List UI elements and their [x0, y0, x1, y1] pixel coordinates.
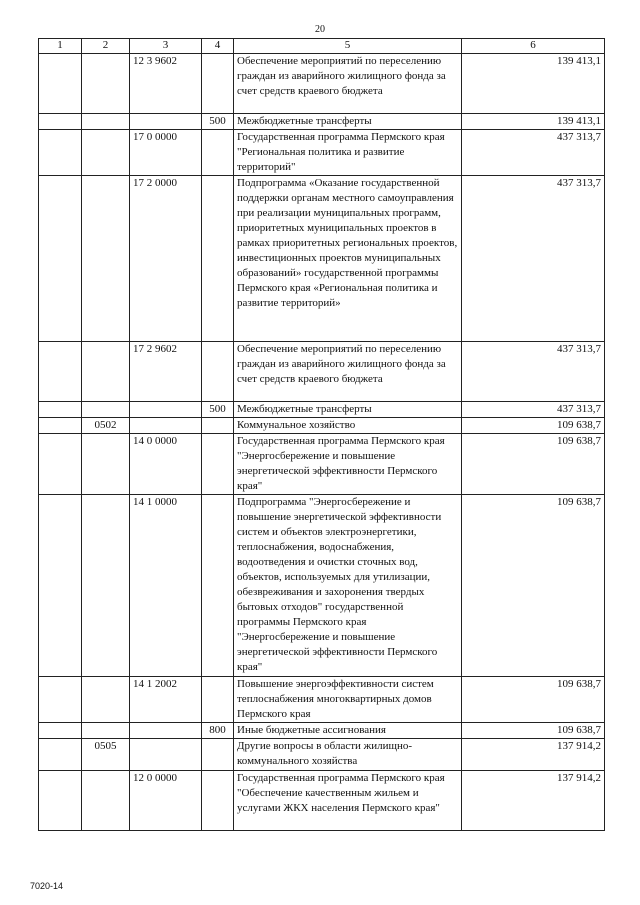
cell-expense-type: 800 — [202, 723, 234, 739]
cell-description: Коммунальное хозяйство — [234, 418, 462, 434]
cell-description: Обеспечение мероприятий по переселению граждан из аварийного жилищного фонда за счет средств краевого бюджета — [234, 342, 462, 402]
cell-subsection: 0505 — [82, 739, 130, 771]
cell-section — [39, 677, 82, 723]
page-number: 20 — [315, 24, 325, 35]
cell-amount: 437 313,7 — [462, 402, 605, 418]
header-row — [39, 39, 605, 54]
cell-amount: 437 313,7 — [462, 176, 605, 342]
cell-section — [39, 418, 82, 434]
cell-expense-type — [202, 739, 234, 771]
cell-amount: 109 638,7 — [462, 495, 605, 677]
cell-expense-type — [202, 495, 234, 677]
cell-description: Обеспечение мероприятий по переселению граждан из аварийного жилищного фонда за счет средств краевого бюджета — [234, 54, 462, 114]
cell-amount: 437 313,7 — [462, 342, 605, 402]
cell-target-code: 12 3 9602 — [130, 54, 202, 114]
cell-description: Государственная программа Пермского края "Обеспечение качественным жильем и услугами ЖКХ населения Пермского края" — [234, 771, 462, 831]
cell-subsection — [82, 402, 130, 418]
col-header-5: 5 — [234, 39, 462, 54]
cell-section — [39, 342, 82, 402]
cell-subsection — [82, 434, 130, 495]
cell-subsection — [82, 176, 130, 342]
table-row — [39, 434, 605, 495]
cell-section — [39, 434, 82, 495]
cell-section — [39, 402, 82, 418]
cell-description: Повышение энергоэффективности систем теплоснабжения многоквартирных домов Пермского края — [234, 677, 462, 723]
cell-expense-type — [202, 176, 234, 342]
cell-subsection — [82, 342, 130, 402]
cell-section — [39, 771, 82, 831]
table-row — [39, 342, 605, 402]
table-row — [39, 402, 605, 418]
cell-target-code — [130, 418, 202, 434]
cell-expense-type — [202, 771, 234, 831]
cell-amount: 109 638,7 — [462, 723, 605, 739]
cell-amount: 139 413,1 — [462, 54, 605, 114]
cell-section — [39, 130, 82, 176]
cell-expense-type — [202, 54, 234, 114]
col-header-6: 6 — [462, 39, 605, 54]
cell-subsection: 0502 — [82, 418, 130, 434]
cell-target-code: 12 0 0000 — [130, 771, 202, 831]
cell-section — [39, 723, 82, 739]
cell-target-code — [130, 739, 202, 771]
table-row — [39, 176, 605, 342]
cell-subsection — [82, 130, 130, 176]
cell-target-code: 14 1 2002 — [130, 677, 202, 723]
cell-description: Подпрограмма «Оказание государственной поддержки органам местного самоуправления при реализации муниципальных программ, приоритетных муниципальных проектов в рамках приоритетных региональных проектов, инвестиционных проектов муниципальных образований» государственной программы Пермского края «Региональная политика и развитие территорий» — [234, 176, 462, 342]
cell-section — [39, 739, 82, 771]
table-row — [39, 130, 605, 176]
cell-expense-type — [202, 342, 234, 402]
table-row — [39, 418, 605, 434]
cell-description: Другие вопросы в области жилищно-коммунального хозяйства — [234, 739, 462, 771]
cell-description: Государственная программа Пермского края "Региональная политика и развитие территорий" — [234, 130, 462, 176]
cell-amount: 109 638,7 — [462, 434, 605, 495]
cell-target-code: 14 0 0000 — [130, 434, 202, 495]
cell-section — [39, 495, 82, 677]
cell-description: Межбюджетные трансферты — [234, 402, 462, 418]
col-header-3: 3 — [130, 39, 202, 54]
cell-expense-type: 500 — [202, 402, 234, 418]
cell-amount: 139 413,1 — [462, 114, 605, 130]
cell-target-code — [130, 723, 202, 739]
cell-target-code — [130, 402, 202, 418]
cell-subsection — [82, 495, 130, 677]
cell-target-code: 14 1 0000 — [130, 495, 202, 677]
table-row — [39, 54, 605, 114]
cell-expense-type — [202, 434, 234, 495]
table-row — [39, 771, 605, 831]
cell-description: Иные бюджетные ассигнования — [234, 723, 462, 739]
budget-table — [38, 38, 605, 831]
cell-subsection — [82, 677, 130, 723]
cell-description: Межбюджетные трансферты — [234, 114, 462, 130]
cell-amount: 137 914,2 — [462, 771, 605, 831]
cell-description: Подпрограмма "Энергосбережение и повышение энергетической эффективности систем и объектов электроэнергетики, теплоснабжения, водоснабжения, водоотведения и очистки сточных вод, объектов, используемых для утилизации, обезвреживания и захоронения твердых бытовых отходов" государственной программы Пермского края "Энергосбережение и повышение энергетической эффективности Пермского края" — [234, 495, 462, 677]
col-header-4: 4 — [202, 39, 234, 54]
cell-subsection — [82, 723, 130, 739]
cell-subsection — [82, 771, 130, 831]
table-row — [39, 723, 605, 739]
cell-expense-type — [202, 418, 234, 434]
table-row — [39, 739, 605, 771]
cell-expense-type — [202, 677, 234, 723]
cell-subsection — [82, 54, 130, 114]
table-row — [39, 114, 605, 130]
cell-section — [39, 114, 82, 130]
col-header-2: 2 — [82, 39, 130, 54]
cell-description: Государственная программа Пермского края "Энергосбережение и повышение энергетической эффективности Пермского края" — [234, 434, 462, 495]
col-header-1: 1 — [39, 39, 82, 54]
table-row — [39, 677, 605, 723]
table-row — [39, 495, 605, 677]
cell-amount: 137 914,2 — [462, 739, 605, 771]
cell-target-code: 17 0 0000 — [130, 130, 202, 176]
cell-target-code — [130, 114, 202, 130]
cell-expense-type — [202, 130, 234, 176]
cell-amount: 109 638,7 — [462, 677, 605, 723]
cell-target-code: 17 2 0000 — [130, 176, 202, 342]
cell-expense-type: 500 — [202, 114, 234, 130]
cell-target-code: 17 2 9602 — [130, 342, 202, 402]
cell-amount: 109 638,7 — [462, 418, 605, 434]
cell-section — [39, 176, 82, 342]
cell-subsection — [82, 114, 130, 130]
footer-code: 7020-14 — [30, 881, 64, 891]
cell-amount: 437 313,7 — [462, 130, 605, 176]
cell-section — [39, 54, 82, 114]
